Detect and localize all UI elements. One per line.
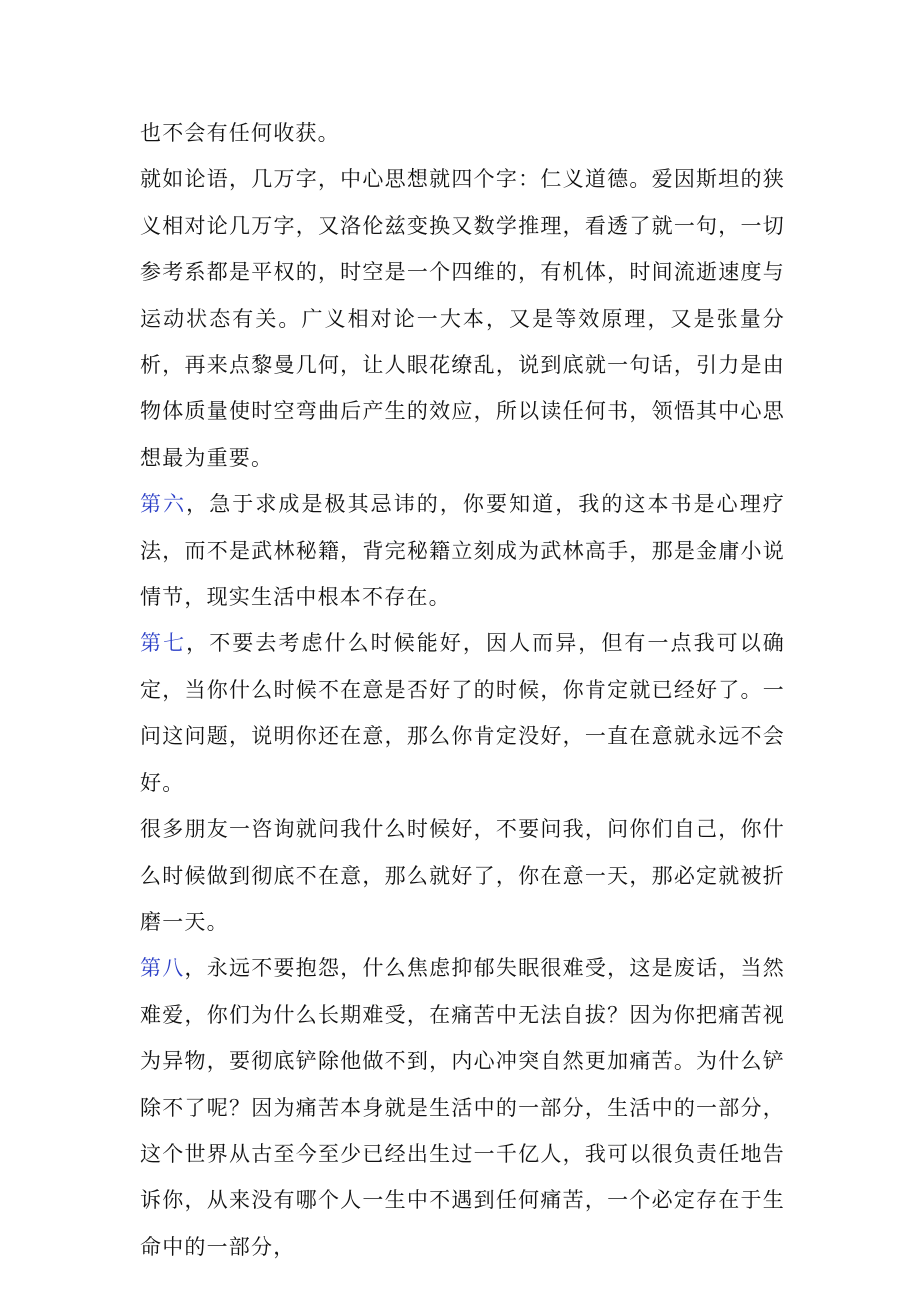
paragraph-4 [140,620,785,806]
paragraph-text: 就如论语，几万字，中心思想就四个字：仁义道德。爱因斯坦的狭义相对论几万字，又洛伦兹变换又数学推理，看透了就一句，一切参考系都是平权的，时空是一个四维的，有机体，时间流逝速度与运动状态有关。广义相对论一大本，又是等效原理，又是张量分析，再来点黎曼几何，让人眼花缭乱，说到底就一句话，引力是由物体质量使时空弯曲后产生的效应，所以读任何书，领悟其中心思想最为重要。 [140,167,785,470]
document-page [140,110,785,1270]
paragraph-text: ，永远不要抱怨，什么焦虑抑郁失眠很难受，这是废话，当然难爱，你们为什么长期难受，在痛苦中无法自拔？因为你把痛苦视为异物，要彻底铲除他做不到，内心冲突自然更加痛苦。为什么铲除不了呢？因为痛苦本身就是生活中的一部分，生活中的一部分，这个世界从古至今至少已经出生过一千亿人，我可以很负责任地告诉你，从来没有哪个人一生中不遇到任何痛苦，一个必定存在于生命中的一部分， [140,956,786,1259]
paragraph-text: 也不会有任何收获。 [140,121,340,145]
paragraph-text: 很多朋友一咨询就问我什么时候好，不要问我，问你们自己，你什么时候做到彻底不在意，那么就好了，你在意一天，那必定就被折磨一天。 [140,817,785,934]
paragraph-1 [140,110,785,156]
paragraph-3 [140,481,785,620]
section-heading-6: 第六 [140,492,187,517]
paragraph-2 [140,156,785,481]
paragraph-text: ，急于求成是极其忌讳的，你要知道，我的这本书是心理疗法，而不是武林秘籍，背完秘籍立刻成为武林高手，那是金庸小说情节，现实生活中根本不存在。 [140,492,785,610]
paragraph-6 [140,945,785,1270]
paragraph-text: ，不要去考虑什么时候能好，因人而异，但有一点我可以确定，当你什么时候不在意是否好了的时候，你肯定就已经好了。一问这问题，说明你还在意，那么你肯定没好，一直在意就永远不会好。 [140,631,785,795]
section-heading-8: 第八 [140,956,185,981]
section-heading-7: 第七 [140,631,187,656]
paragraph-5 [140,806,785,945]
